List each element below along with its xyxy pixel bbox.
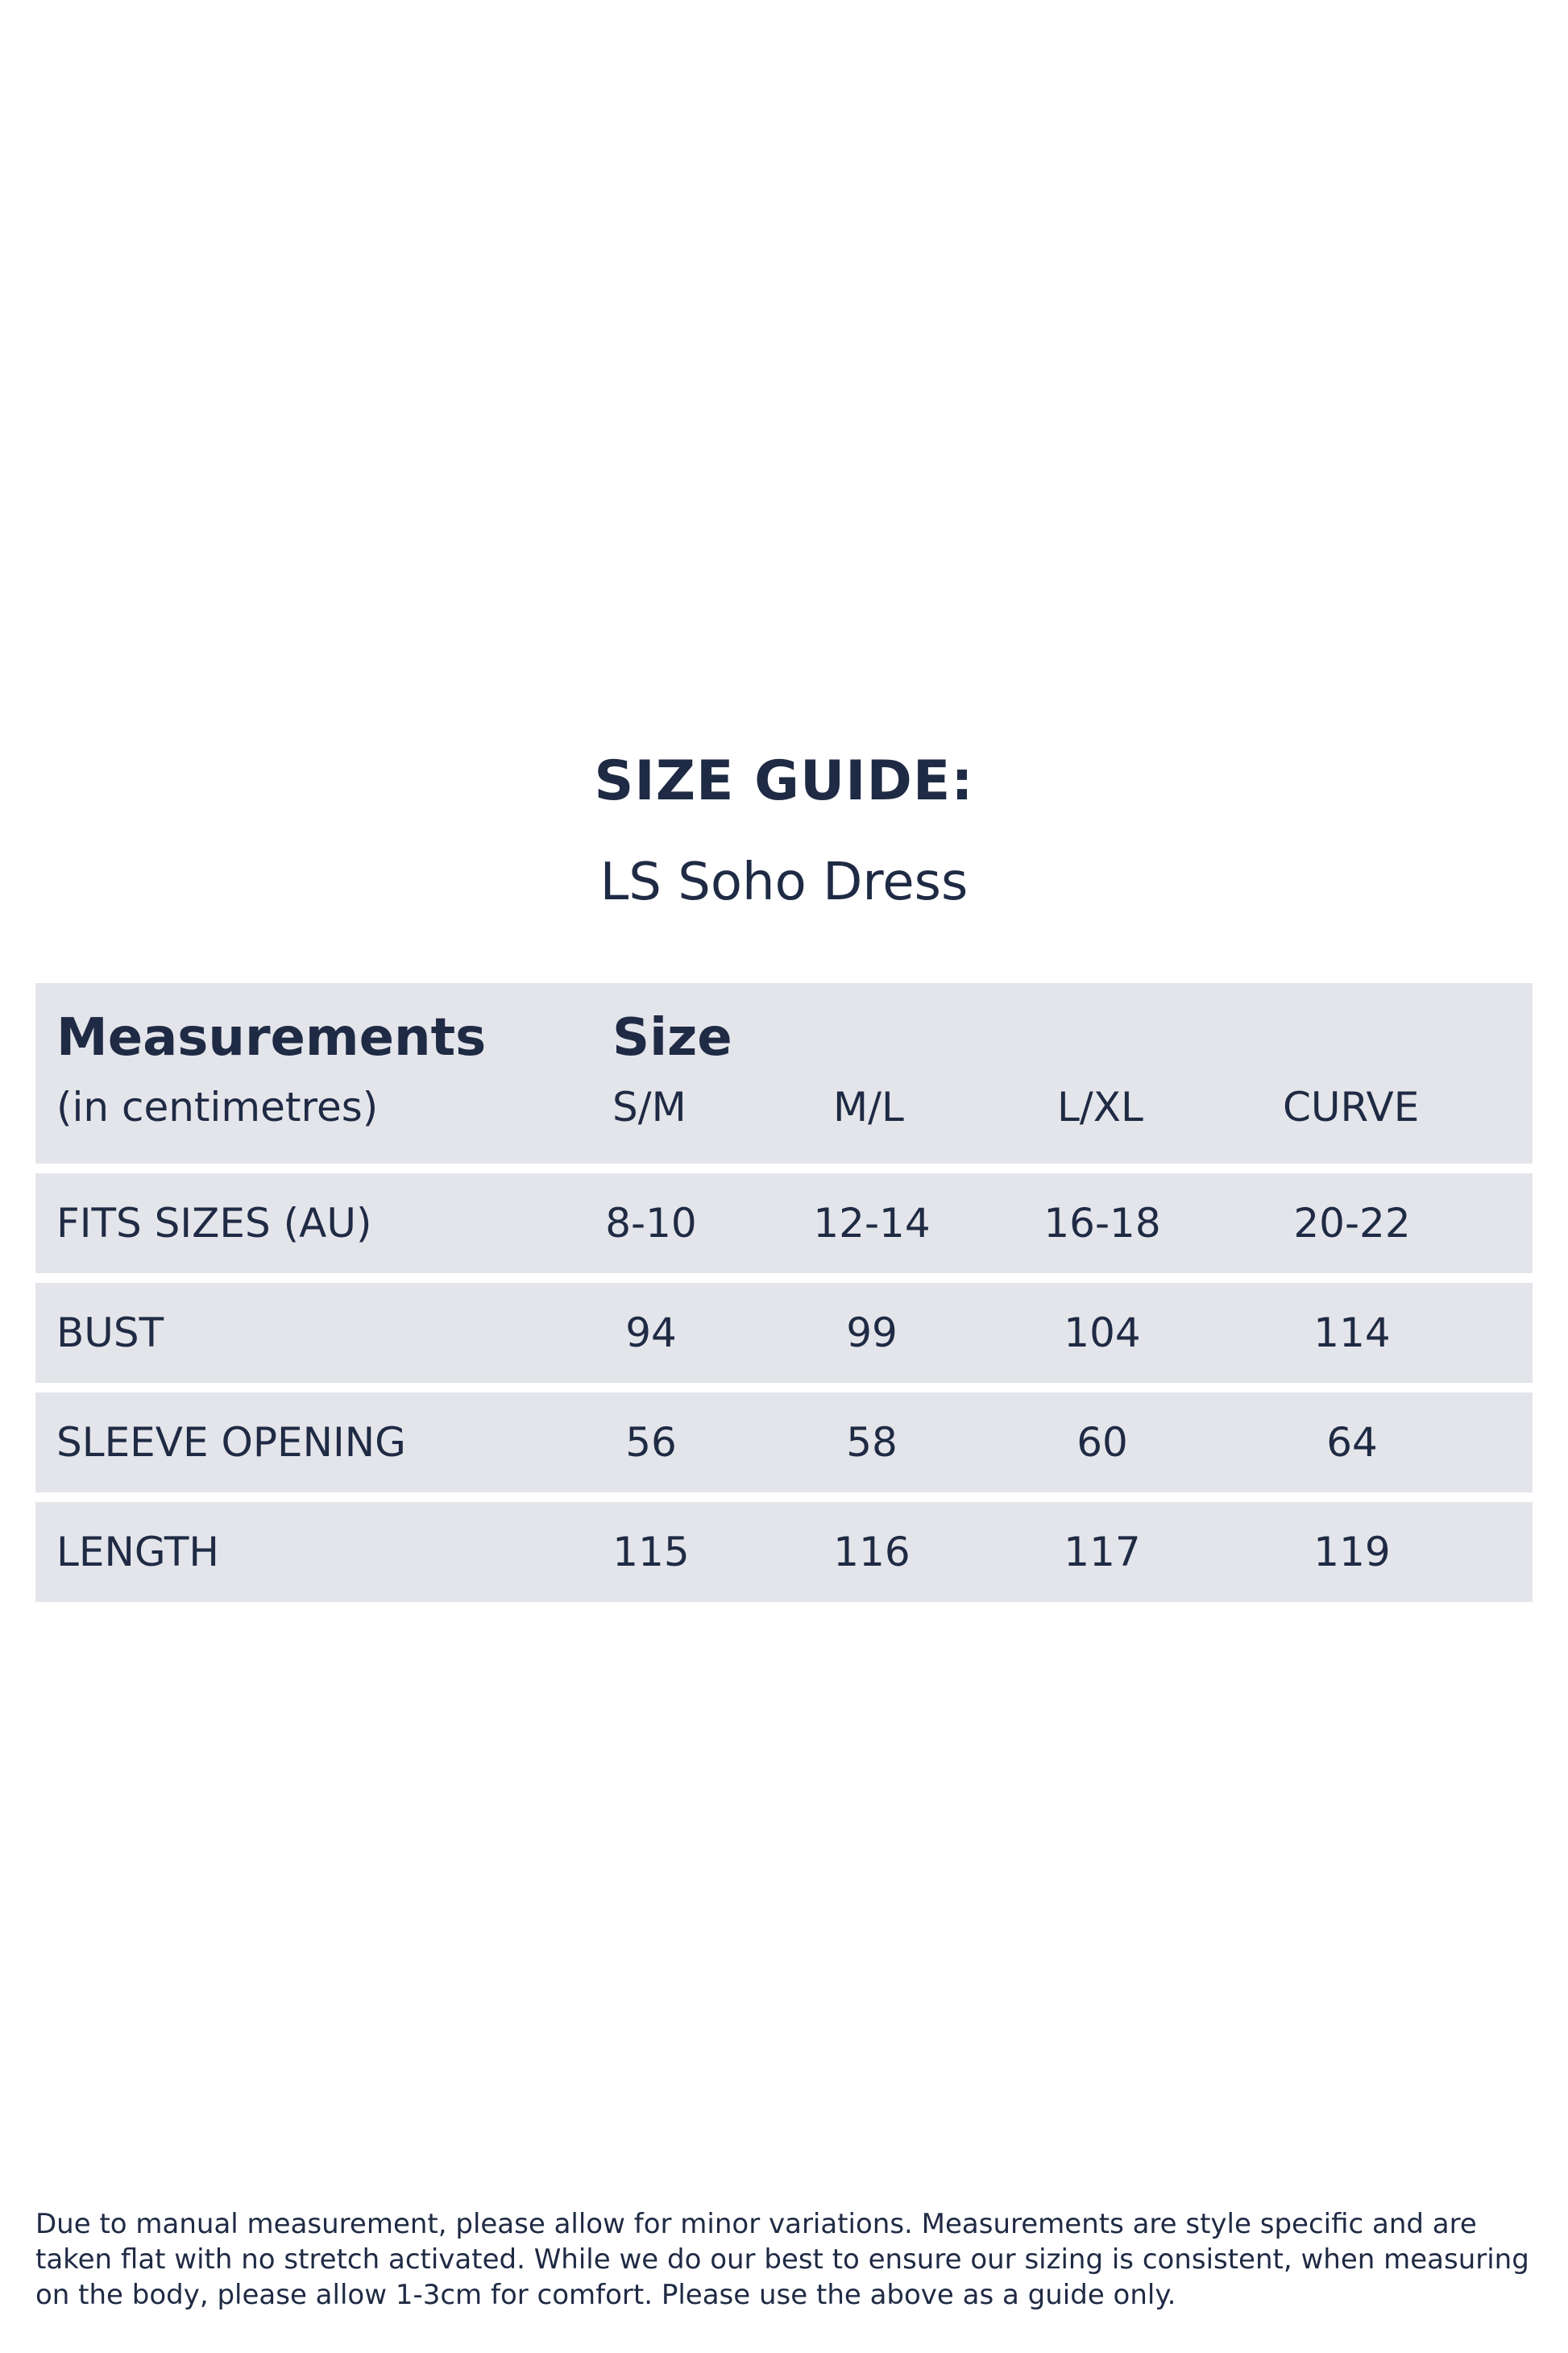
row-label: FITS SIZES (AU) (56, 1200, 372, 1247)
size-column-header: M/L (833, 1084, 904, 1131)
units-label: (in centimetres) (56, 1084, 379, 1131)
table-cell: 16-18 (1043, 1200, 1161, 1247)
table-row (35, 1173, 1533, 1273)
disclaimer-text: Due to manual measurement, please allow for minor variations. Measurements are style specific and are taken flat with no stretch activated. While we do our best to ensure our sizing is consistent, when measuring on the body, please allow 1-3cm for comfort. Please use the above as a guide only. (35, 2208, 1529, 2311)
table-cell: 94 (625, 1309, 677, 1356)
table-cell: 114 (1313, 1309, 1391, 1356)
table-cell: 99 (846, 1309, 898, 1356)
table-cell: 116 (833, 1529, 911, 1575)
table-row (35, 1283, 1533, 1383)
table-cell: 117 (1064, 1529, 1141, 1575)
row-label: LENGTH (56, 1529, 219, 1575)
table-cell: 104 (1064, 1309, 1141, 1356)
table-cell: 60 (1076, 1419, 1128, 1466)
size-column-header: S/M (612, 1084, 687, 1131)
table-cell: 8-10 (605, 1200, 697, 1247)
size-column-header: CURVE (1283, 1084, 1420, 1131)
product-name: LS Soho Dress (599, 853, 969, 912)
table-cell: 58 (846, 1419, 898, 1466)
size-column-header: L/XL (1057, 1084, 1143, 1131)
row-label: SLEEVE OPENING (56, 1419, 406, 1466)
size-heading: Size (612, 1008, 732, 1068)
table-cell: 12-14 (813, 1200, 931, 1247)
size-table (35, 983, 1533, 1612)
table-cell: 20-22 (1293, 1200, 1411, 1247)
table-cell: 64 (1326, 1419, 1378, 1466)
table-cell: 56 (625, 1419, 677, 1466)
measurements-heading: Measurements (56, 1008, 487, 1068)
table-row (35, 1392, 1533, 1492)
table-header-row (35, 983, 1533, 1164)
table-row (35, 1502, 1533, 1602)
row-label: BUST (56, 1309, 164, 1356)
table-cell: 115 (612, 1529, 690, 1575)
table-cell: 119 (1313, 1529, 1391, 1575)
page-title: SIZE GUIDE: (594, 749, 974, 813)
